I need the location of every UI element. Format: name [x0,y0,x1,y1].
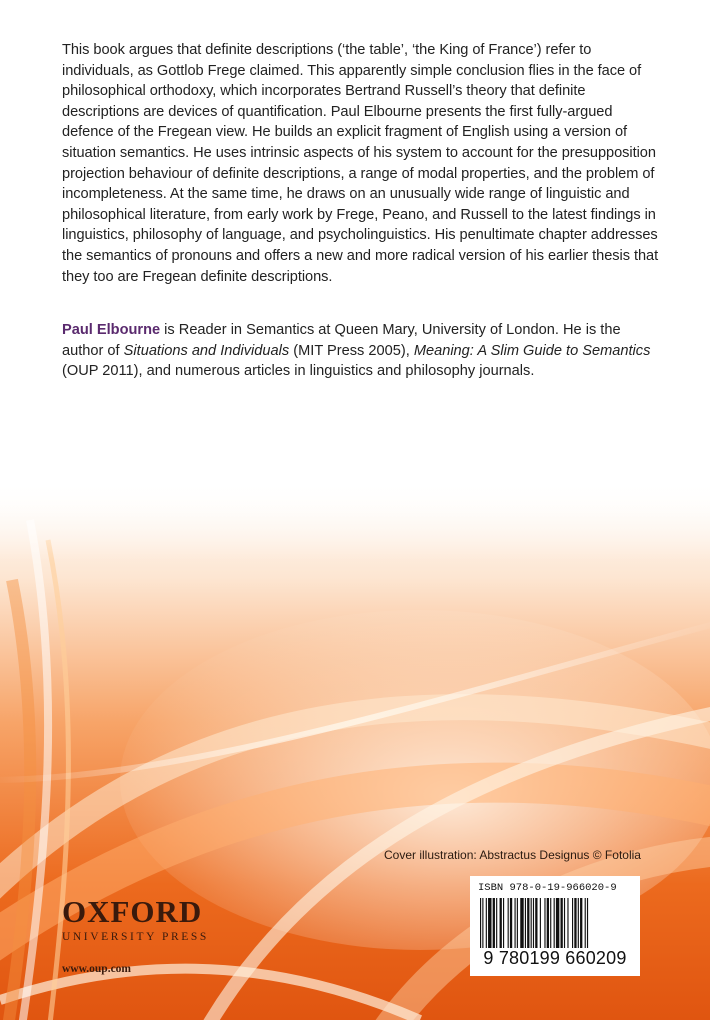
author-name: Paul Elbourne [62,322,161,338]
barcode-bar [533,898,534,948]
barcode-bar [515,898,516,948]
isbn-barcode [470,876,640,976]
barcode-bar [561,898,563,948]
barcode-bar [585,898,586,948]
barcode-bar [493,898,495,948]
barcode-bar [567,898,568,948]
bio-text-3: (OUP 2011), and numerous articles in linguistics and philosophy journals. [62,363,535,380]
barcode-bar [550,898,551,948]
publisher-url: www.oup.com [62,963,132,975]
barcode-bar [496,898,497,948]
barcode-digits: 9 780199 660209 [483,948,627,968]
barcode-bar [508,898,509,948]
barcode-bar [520,898,523,948]
bio-text-1: is Reader in Semantics at Queen Mary, University of London. He is the author of [62,322,621,359]
barcode-bar [503,898,504,948]
barcode-bar [480,898,481,948]
author-bio [62,320,662,382]
barcode-bar [556,898,559,948]
bio-text-2: (MIT Press 2005), [289,342,414,359]
barcode-bar [510,898,512,948]
barcode-bar [486,898,487,948]
publisher-name: OXFORD [62,894,203,929]
barcode-bar [587,898,588,948]
barcode-bar [531,898,532,948]
barcode-bar [564,898,565,948]
barcode-bar [572,898,573,948]
publisher-subtitle: UNIVERSITY PRESS [62,931,209,943]
cover-credit: Cover illustration: Abstractus Designus © Fotolia [384,848,641,862]
barcode-bar [488,898,491,948]
book-title-2: Meaning: A Slim Guide to Semantics [413,342,651,359]
barcode-bar [547,898,549,948]
publisher-logo [62,896,209,944]
barcode-bars [478,898,632,948]
book-title-1: Situations and Individuals [123,342,290,359]
isbn-label: ISBN 978-0-19-966020-9 [478,882,617,894]
barcode-bar [554,898,555,948]
barcode-bar [535,898,537,948]
barcode-bar [578,898,579,948]
barcode-bar [525,898,526,948]
barcode-bar [540,898,541,948]
barcode-bar [527,898,529,948]
barcode-bar [482,898,483,948]
book-description: This book argues that definite descriptions (‘the table’, ‘the King of France’) refer to individuals, as Gottlob Frege claimed. This apparently simple conclusion flies in the face of philosophical orthodoxy, which incorporates Bertrand Russell’s theory that definite descriptions are devices of quantification. Paul Elbourne presents the first fully-argued defence of the Fregean view. He builds an explicit fragment of English using a version of situation semantics. He uses intrinsic aspects of his system to account for the presupposition projection behaviour of definite descriptions, a range of modal properties, and the problem of incompleteness. At the same time, he draws on an unusually wide range of linguistic and philosophical literature, from early work by Frege, Peano, and Russell to the latest findings in linguistics, philosophy of language, and psycholinguistics. His penultimate chapter addresses the semantics of pronouns and offers a new and more radical version of his earlier thesis that they too are Fregean definite descriptions. [62,42,659,285]
barcode-bar [500,898,502,948]
barcode-bar [544,898,545,948]
barcode-bar [517,898,518,948]
barcode-bar [574,898,576,948]
barcode-bar [580,898,582,948]
